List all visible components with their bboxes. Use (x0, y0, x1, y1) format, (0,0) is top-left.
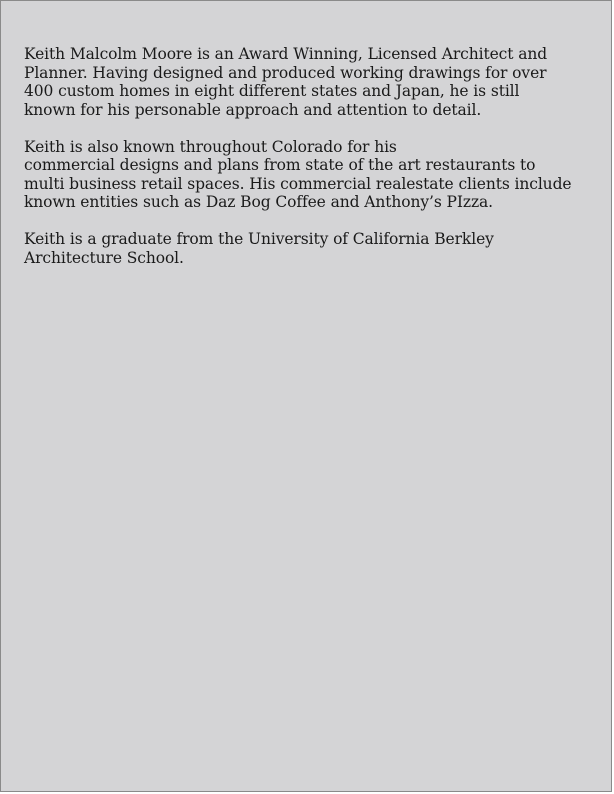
text-line: Keith is a graduate from the University of California Berkley (24, 230, 494, 248)
bio-content (24, 45, 584, 286)
text-line: known entities such as Daz Bog Coffee and Anthony’s PIzza. (24, 193, 493, 211)
text-line: Architecture School. (24, 248, 184, 267)
text-line: multi business retail spaces. His commercial realestate clients include (24, 174, 572, 193)
bio-paragraph-commercial (24, 138, 584, 212)
text-line: Keith Malcolm Moore is an Award Winning, Licensed Architect and (24, 45, 548, 63)
bio-paragraph-experience (24, 45, 584, 119)
text-line: commercial designs and plans from state of the art restaurants to (24, 156, 536, 174)
bio-paragraph-education (24, 230, 584, 267)
text-line: Planner. Having designed and produced working drawings for over (24, 63, 547, 82)
text-line: known for his personable approach and attention to detail. (24, 100, 482, 119)
text-line: Keith is also known throughout Colorado for his (24, 137, 397, 156)
text-line: 400 custom homes in eight different states and Japan, he is still (24, 82, 520, 100)
